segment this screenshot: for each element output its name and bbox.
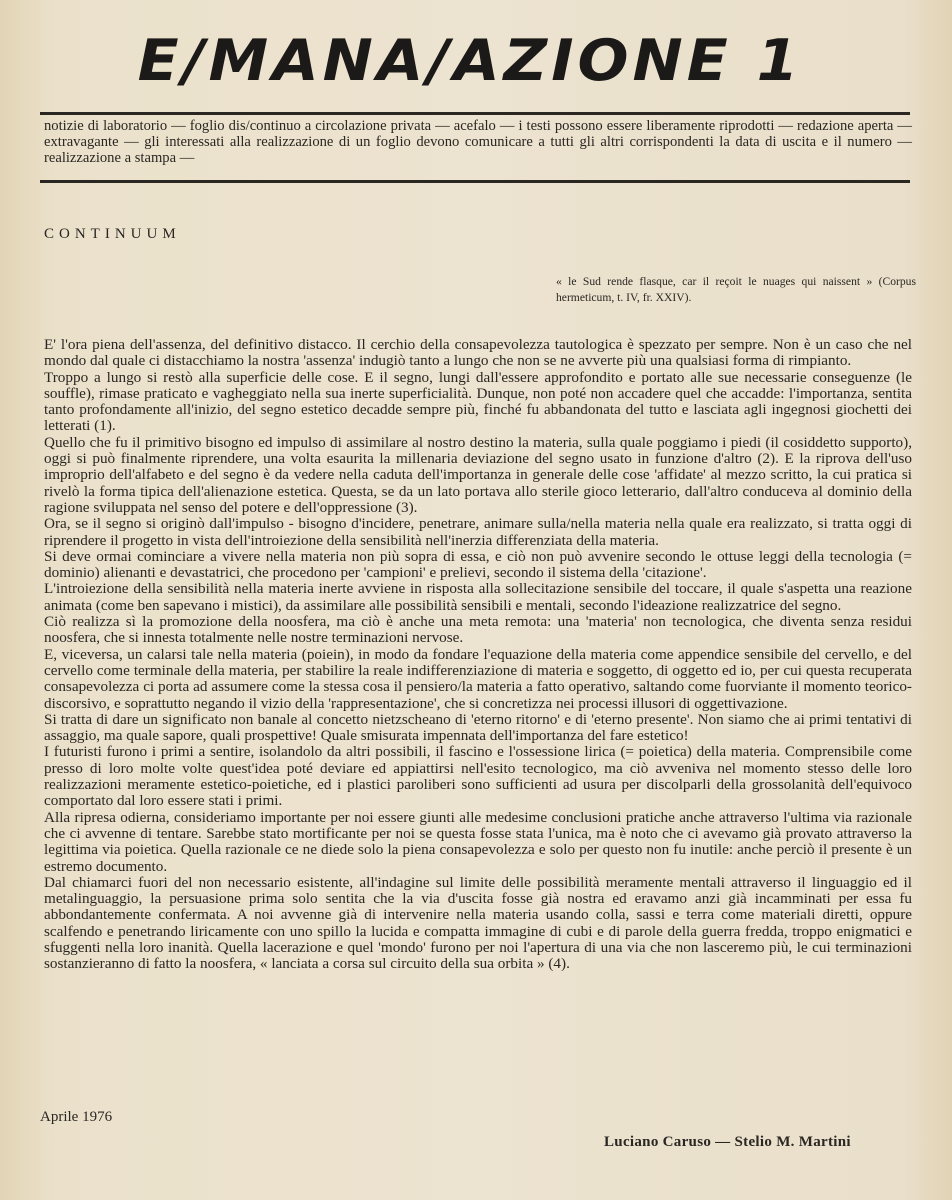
paragraph: Si deve ormai cominciare a vivere nella materia non più sopra di essa, e ciò non può avvenire secondo le ottuse leggi della tecnologia (= dominio) alienanti e devastatrici, che procedono per 'campioni' e prelievi, secondo il sistema della 'citazione'.	[44, 547, 912, 582]
paragraph: Troppo a lungo si restò alla superficie delle cose. E il segno, lungi dall'essere approfondito e portato alle sue necessarie conseguenze (le souffle), rimase praticato e vagheggiato nella sua inerte superficialità. Dunque, non poté non accadere quel che accadde: l'importanza, sentita tanto profondamente all'inizio, del segno estetico decadde sempre più, finché fu abbandonata del tutto e lasciata agli ingegnosi giochetti dei letterati (1).	[44, 368, 912, 435]
top-divider	[40, 112, 910, 115]
paragraph: E' l'ora piena dell'assenza, del definitivo distacco. Il cerchio della consapevolezza tautologica è spezzato per sempre. Non è un caso che nel mondo dal quale ci distacchiamo la nostra 'assenza' indugiò tanto a lungo che non se ne avverte più una qualsiasi forma di rimpianto.	[44, 336, 912, 370]
paragraph: Si tratta di dare un significato non banale al concetto nietzscheano di 'eterno ritorno' e di 'eterno presente'. Non siamo che ai primi tentativi di assaggio, ma quale sapore, quali prospettive! Quale smisurata impennata dell'importanza del fare estetico!	[44, 710, 912, 745]
paragraph: Ora, se il segno si originò dall'impulso - bisogno d'incidere, penetrare, animare sulla/nella materia nella quale era realizzato, si tratta oggi di riprendere il progetto in vista dell'introiezione della sensibilità nell'inerzia differenziata della materia.	[44, 515, 912, 549]
paragraph: Quello che fu il primitivo bisogno ed impulso di assimilare al nostro destino la materia, sulla quale poggiamo i piedi (il cosiddetto supporto), oggi si può finalmente riprendere, una volta esaurita la millenaria deviazione del segno usato in funzione d'altro (2). E la riprova dell'uso improprio dell'alfabeto e del segno è da vedere nella caduta dell'importanza in generale delle cose 'affidate' al mezzo scritto, la cui pratica si rivelò la forma tipica dell'alienazione estetica. Questa, se da un lato portava allo sterile gioco letterario, dall'altro conduceva al dominio della ragione sviluppata nel senso del potere e dell'oppressione (3).	[44, 433, 912, 516]
publication-date: Aprile 1976	[40, 1109, 113, 1125]
section-title: CONTINUUM	[44, 226, 181, 242]
bottom-divider	[40, 180, 910, 183]
paragraph: Ciò realizza sì la promozione della noosfera, ma ciò è anche una meta remota: una 'materia' non tecnologica, che diventa senza residui noosfera, che si innesta totalmente nelle nostre terminazioni nervose.	[44, 613, 912, 647]
paragraph: L'introiezione della sensibilità nella materia inerte avviene in risposta alla sollecitazione sensibile del toccare, il quale s'aspetta una reazione animata (come ben sapevano i mistici), da assimilare alle possibilità sensibili e mentali, secondo l'ideazione realizzatrice del segno.	[44, 580, 912, 614]
notice-text: notizie di laboratorio — foglio dis/continuo a circolazione privata — acefalo — i testi possono essere liberamente riprodotti — redazione aperta — extravagante — gli interessati alla realizzazione di un foglio devono comunicare a tutti gli altri corrispondenti la data di uscita e il numero — realizzazione a stampa —	[44, 118, 912, 166]
masthead-title: E/MANA/AZIONE 1	[137, 27, 803, 95]
authors-signature: Luciano Caruso — Stelio M. Martini	[604, 1134, 851, 1150]
paragraph: Dal chiamarci fuori del non necessario esistente, all'indagine sul limite delle possibilità meramente mentali attraverso il linguaggio ed il metalinguaggio, la persuasione prima solo sentita che la via d'uscita fosse già nostra ed eravamo anzi già incamminati per essa fu abbondantemente confermata. A noi avvenne già di intervenire nella materia usando colla, sassi e terra come materiali diretti, oppure scalfendo e penetrando liricamente con uno spillo la lucida e compatta immagine di cubi e di parole della guerra fredda, troppo enigmatici e sfuggenti nella loro inanità. Quella lacerazione e quel 'mondo' furono per noi l'apertura di una via che non lasceremo più, le cui terminazioni sostanzieranno di fatto la noosfera, « lanciata a corsa sul circuito della sua orbita » (4).	[44, 873, 912, 973]
paragraph: E, viceversa, un calarsi tale nella materia (poiein), in modo da fondare l'equazione della materia come appendice sensibile del cervello, e del cervello come terminale della materia, per stabilire la reale indifferenziazione di materia e soggetto, di oggetto ed io, per cui questa recuperata consapevolezza ci porta ad assumere come la stessa cosa il pensiero/la materia a fatto operativo, saltando come fuorviante il momento teorico-discorsivo, e soprattutto negando il vizio della 'rappresentazione', che si concretizza nei processi illusori di oggettivazione.	[44, 645, 912, 712]
paragraph: Alla ripresa odierna, consideriamo importante per noi essere giunti alle medesime conclusioni pratiche anche attraverso l'ultima via razionale che ci avvenne di tentare. Sarebbe stato mortificante per noi se questa fosse stata l'unica, ma è noto che ci avevamo già provato attraverso la legittima via poietica. Quella razionale ce ne diede solo la piena consapevolezza e solo per questo non fu inutile: anche perciò il presente è un estremo documento.	[44, 808, 912, 875]
epigraph: « le Sud rende flasque, car il reçoit le nuages qui naissent » (Corpus hermeticum, t. IV, fr. XXIV).	[556, 275, 916, 304]
paragraph: I futuristi furono i primi a sentire, isolandolo da altri possibili, il fascino e l'ossessione lirica (= poietica) della materia. Comprensibile come presso di loro molte volte quest'idea poté deviare ed appiattirsi nell'esito tecnologico, ma ciò avveniva nel momento stesso delle loro realizzazioni meramente estetico-poietiche, ed i plastici paroliberi sono sufficienti ad usura per discolparli della grossolanità dell'equivoco comportato dal loro essere stati i primi.	[44, 743, 912, 810]
body-text	[44, 337, 912, 973]
